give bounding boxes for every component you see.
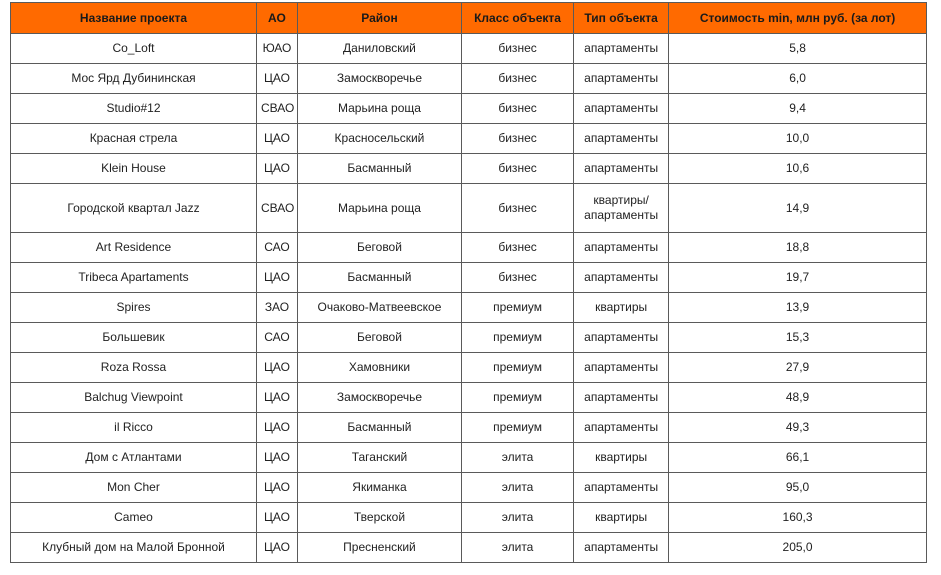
column-header-type: Тип объекта <box>574 3 669 34</box>
type-cell: апартаменты <box>574 154 669 184</box>
type-cell: квартиры <box>574 293 669 323</box>
type-cell: квартиры <box>574 443 669 473</box>
price-cell: 10,6 <box>669 154 927 184</box>
table-row <box>11 263 927 293</box>
project-name-cell: Дом с Атлантами <box>11 443 257 473</box>
table-row <box>11 383 927 413</box>
price-cell: 160,3 <box>669 503 927 533</box>
area-cell: Беговой <box>297 323 461 353</box>
type-cell: апартаменты <box>574 64 669 94</box>
area-cell: Якиманка <box>297 473 461 503</box>
class-cell: премиум <box>461 383 573 413</box>
price-cell: 205,0 <box>669 533 927 563</box>
table-row <box>11 353 927 383</box>
projects-table-container <box>10 2 927 563</box>
class-cell: премиум <box>461 413 573 443</box>
project-name-cell: Mon Cher <box>11 473 257 503</box>
column-header-area: Район <box>297 3 461 34</box>
class-cell: элита <box>461 443 573 473</box>
project-name-cell: Art Residence <box>11 233 257 263</box>
area-cell: Очаково-Матвеевское <box>297 293 461 323</box>
ao-cell: ЦАО <box>256 353 297 383</box>
project-name-cell: Balchug Viewpoint <box>11 383 257 413</box>
class-cell: бизнес <box>461 184 573 233</box>
area-cell: Басманный <box>297 154 461 184</box>
class-cell: бизнес <box>461 263 573 293</box>
ao-cell: ЦАО <box>256 154 297 184</box>
header-row <box>11 3 927 34</box>
project-name-cell: Красная стрела <box>11 124 257 154</box>
class-cell: бизнес <box>461 154 573 184</box>
area-cell: Даниловский <box>297 34 461 64</box>
area-cell: Марьина роща <box>297 94 461 124</box>
table-row <box>11 473 927 503</box>
type-cell: апартаменты <box>574 383 669 413</box>
table-row <box>11 184 927 233</box>
area-cell: Замоскворечье <box>297 64 461 94</box>
table-row <box>11 413 927 443</box>
area-cell: Басманный <box>297 413 461 443</box>
table-body <box>11 34 927 563</box>
class-cell: элита <box>461 533 573 563</box>
price-cell: 14,9 <box>669 184 927 233</box>
table-row <box>11 154 927 184</box>
projects-table <box>10 2 927 563</box>
table-row <box>11 443 927 473</box>
price-cell: 6,0 <box>669 64 927 94</box>
ao-cell: САО <box>256 233 297 263</box>
price-cell: 49,3 <box>669 413 927 443</box>
area-cell: Пресненский <box>297 533 461 563</box>
project-name-cell: Roza Rossa <box>11 353 257 383</box>
price-cell: 9,4 <box>669 94 927 124</box>
table-row <box>11 64 927 94</box>
area-cell: Красносельский <box>297 124 461 154</box>
column-header-min-price: Стоимость min, млн руб. (за лот) <box>669 3 927 34</box>
ao-cell: ЦАО <box>256 473 297 503</box>
table-row <box>11 233 927 263</box>
project-name-cell: Большевик <box>11 323 257 353</box>
type-cell: апартаменты <box>574 34 669 64</box>
class-cell: бизнес <box>461 64 573 94</box>
price-cell: 95,0 <box>669 473 927 503</box>
table-row <box>11 503 927 533</box>
area-cell: Басманный <box>297 263 461 293</box>
project-name-cell: Клубный дом на Малой Бронной <box>11 533 257 563</box>
table-row <box>11 124 927 154</box>
price-cell: 5,8 <box>669 34 927 64</box>
ao-cell: ЮАО <box>256 34 297 64</box>
column-header-class: Класс объекта <box>461 3 573 34</box>
ao-cell: СВАО <box>256 184 297 233</box>
ao-cell: ЗАО <box>256 293 297 323</box>
table-header <box>11 3 927 34</box>
price-cell: 18,8 <box>669 233 927 263</box>
area-cell: Марьина роща <box>297 184 461 233</box>
ao-cell: ЦАО <box>256 533 297 563</box>
type-cell: апартаменты <box>574 323 669 353</box>
table-row <box>11 533 927 563</box>
price-cell: 19,7 <box>669 263 927 293</box>
class-cell: премиум <box>461 323 573 353</box>
table-row <box>11 34 927 64</box>
ao-cell: ЦАО <box>256 503 297 533</box>
column-header-district-ao: АО <box>256 3 297 34</box>
class-cell: бизнес <box>461 233 573 263</box>
table-row <box>11 323 927 353</box>
class-cell: элита <box>461 503 573 533</box>
type-cell: апартаменты <box>574 473 669 503</box>
project-name-cell: Мос Ярд Дубининская <box>11 64 257 94</box>
project-name-cell: Cameo <box>11 503 257 533</box>
project-name-cell: il Ricco <box>11 413 257 443</box>
type-cell: апартаменты <box>574 94 669 124</box>
ao-cell: САО <box>256 323 297 353</box>
ao-cell: ЦАО <box>256 413 297 443</box>
type-cell: квартиры/ апартаменты <box>574 184 669 233</box>
class-cell: бизнес <box>461 124 573 154</box>
class-cell: премиум <box>461 293 573 323</box>
project-name-cell: Spires <box>11 293 257 323</box>
table-row <box>11 94 927 124</box>
type-cell: апартаменты <box>574 533 669 563</box>
table-row <box>11 293 927 323</box>
price-cell: 48,9 <box>669 383 927 413</box>
project-name-cell: Klein House <box>11 154 257 184</box>
class-cell: бизнес <box>461 94 573 124</box>
project-name-cell: Studio#12 <box>11 94 257 124</box>
price-cell: 66,1 <box>669 443 927 473</box>
ao-cell: ЦАО <box>256 443 297 473</box>
class-cell: бизнес <box>461 34 573 64</box>
project-name-cell: Tribeca Apartaments <box>11 263 257 293</box>
area-cell: Таганский <box>297 443 461 473</box>
class-cell: премиум <box>461 353 573 383</box>
type-cell: апартаменты <box>574 233 669 263</box>
area-cell: Тверской <box>297 503 461 533</box>
type-cell: квартиры <box>574 503 669 533</box>
ao-cell: СВАО <box>256 94 297 124</box>
type-cell: апартаменты <box>574 263 669 293</box>
price-cell: 13,9 <box>669 293 927 323</box>
type-cell: апартаменты <box>574 413 669 443</box>
ao-cell: ЦАО <box>256 383 297 413</box>
project-name-cell: Городской квартал Jazz <box>11 184 257 233</box>
ao-cell: ЦАО <box>256 124 297 154</box>
price-cell: 10,0 <box>669 124 927 154</box>
price-cell: 27,9 <box>669 353 927 383</box>
column-header-project-name: Название проекта <box>11 3 257 34</box>
class-cell: элита <box>461 473 573 503</box>
type-cell: апартаменты <box>574 353 669 383</box>
area-cell: Замоскворечье <box>297 383 461 413</box>
ao-cell: ЦАО <box>256 263 297 293</box>
price-cell: 15,3 <box>669 323 927 353</box>
area-cell: Хамовники <box>297 353 461 383</box>
area-cell: Беговой <box>297 233 461 263</box>
ao-cell: ЦАО <box>256 64 297 94</box>
project-name-cell: Co_Loft <box>11 34 257 64</box>
type-cell: апартаменты <box>574 124 669 154</box>
